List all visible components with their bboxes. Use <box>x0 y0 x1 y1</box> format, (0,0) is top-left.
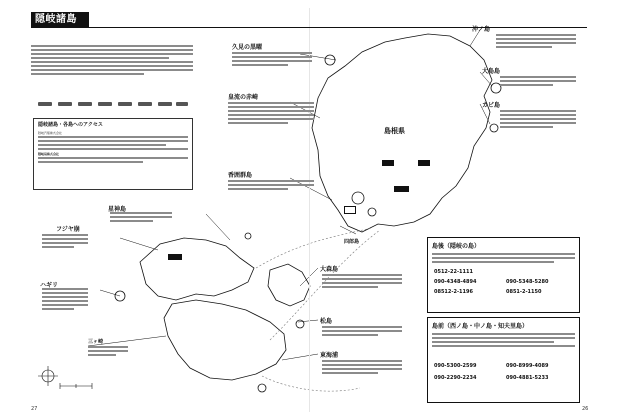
callout-oshima: 大島島 <box>482 68 501 75</box>
left-desc-4 <box>88 346 128 358</box>
callout-shiroshima: 四郎島 <box>344 239 360 245</box>
callout-tokaiura: 東海浦 <box>320 352 339 359</box>
left-desc-3 <box>42 288 88 312</box>
access-box <box>33 118 193 190</box>
mid-desc-akasaki <box>228 102 314 126</box>
map-tag-4 <box>168 254 182 260</box>
mid-desc-kakoi <box>228 180 314 192</box>
page-gutter <box>309 8 310 412</box>
callout-kumi: 久見の黒曜 <box>232 44 263 51</box>
right-desc-oshima <box>500 76 576 88</box>
access-ferry-title: 隠岐島株式会社 <box>38 152 60 156</box>
page-number-left: 27 <box>31 406 38 412</box>
map-tag-2 <box>418 160 430 166</box>
callout-akasaki: 皇流の赤崎 <box>228 94 259 101</box>
map-tag-1 <box>382 160 394 166</box>
title-rule <box>31 27 587 28</box>
left-desc-1 <box>110 212 172 224</box>
mid-desc-omori <box>322 274 402 290</box>
route-title-dozen: 島前（西ノ島・中ノ島・知夫里島） <box>432 323 529 330</box>
intro-text-box <box>31 45 193 91</box>
phone-dogo-3: 090-5348-5280 <box>506 279 549 285</box>
route-title-dogo: 島後（隠岐の島） <box>432 243 481 250</box>
phone-dozen-4: 090-4881-5233 <box>506 375 549 381</box>
phone-dogo-2: 090-4348-4894 <box>434 279 477 285</box>
access-title: 隠岐諸島・各島へのアクセス <box>38 122 103 128</box>
phone-dozen-3: 090-8999-4089 <box>506 363 549 369</box>
phone-dogo-1: 0512-22-1111 <box>434 269 473 275</box>
callout-okinoshima: 沖ノ島 <box>472 26 491 33</box>
callout-kakoi: 香囲群島 <box>228 172 253 179</box>
phone-dozen-1: 090-5300-2599 <box>434 363 477 369</box>
phone-dogo-4: 08512-2-1196 <box>434 289 473 295</box>
callout-fujiya: フジヤ崩 <box>56 226 80 233</box>
callout-hagiri: ハギリ <box>40 282 59 289</box>
right-desc-kabishima <box>500 110 576 130</box>
route-box-dozen <box>427 317 580 403</box>
callout-hoshigami: 星神島 <box>108 206 127 213</box>
callout-matsushima: 松島 <box>320 318 333 325</box>
dozen-island-shape <box>140 238 254 300</box>
map-tag-5 <box>344 206 356 214</box>
route-box-dogo <box>427 237 580 313</box>
left-desc-2 <box>42 234 88 250</box>
callout-kabishima: カビ島 <box>482 102 501 109</box>
phone-dogo-5: 0851-2-1150 <box>506 289 542 295</box>
access-operator: 隠岐汽船株式会社 <box>38 131 63 135</box>
phone-dozen-2: 090-2290-2234 <box>434 375 477 381</box>
prefecture-label: 島根県 <box>384 127 405 135</box>
mid-desc-tokaiura <box>322 360 402 376</box>
ferry-icon-strip <box>36 96 190 112</box>
map-tag-3 <box>394 186 409 192</box>
page-title: 隠岐諸島 <box>31 12 89 27</box>
callout-mikasaki: 三ヶ崎 <box>88 339 104 345</box>
mid-desc-kumi <box>232 52 312 68</box>
right-desc-okinoshima <box>496 34 576 50</box>
page-number-right: 26 <box>582 406 589 412</box>
nakanoshima-shape <box>164 300 286 380</box>
mid-desc-matsushima <box>322 326 402 338</box>
chiburijima-shape <box>268 264 310 306</box>
callout-omori: 大森島 <box>320 266 339 273</box>
